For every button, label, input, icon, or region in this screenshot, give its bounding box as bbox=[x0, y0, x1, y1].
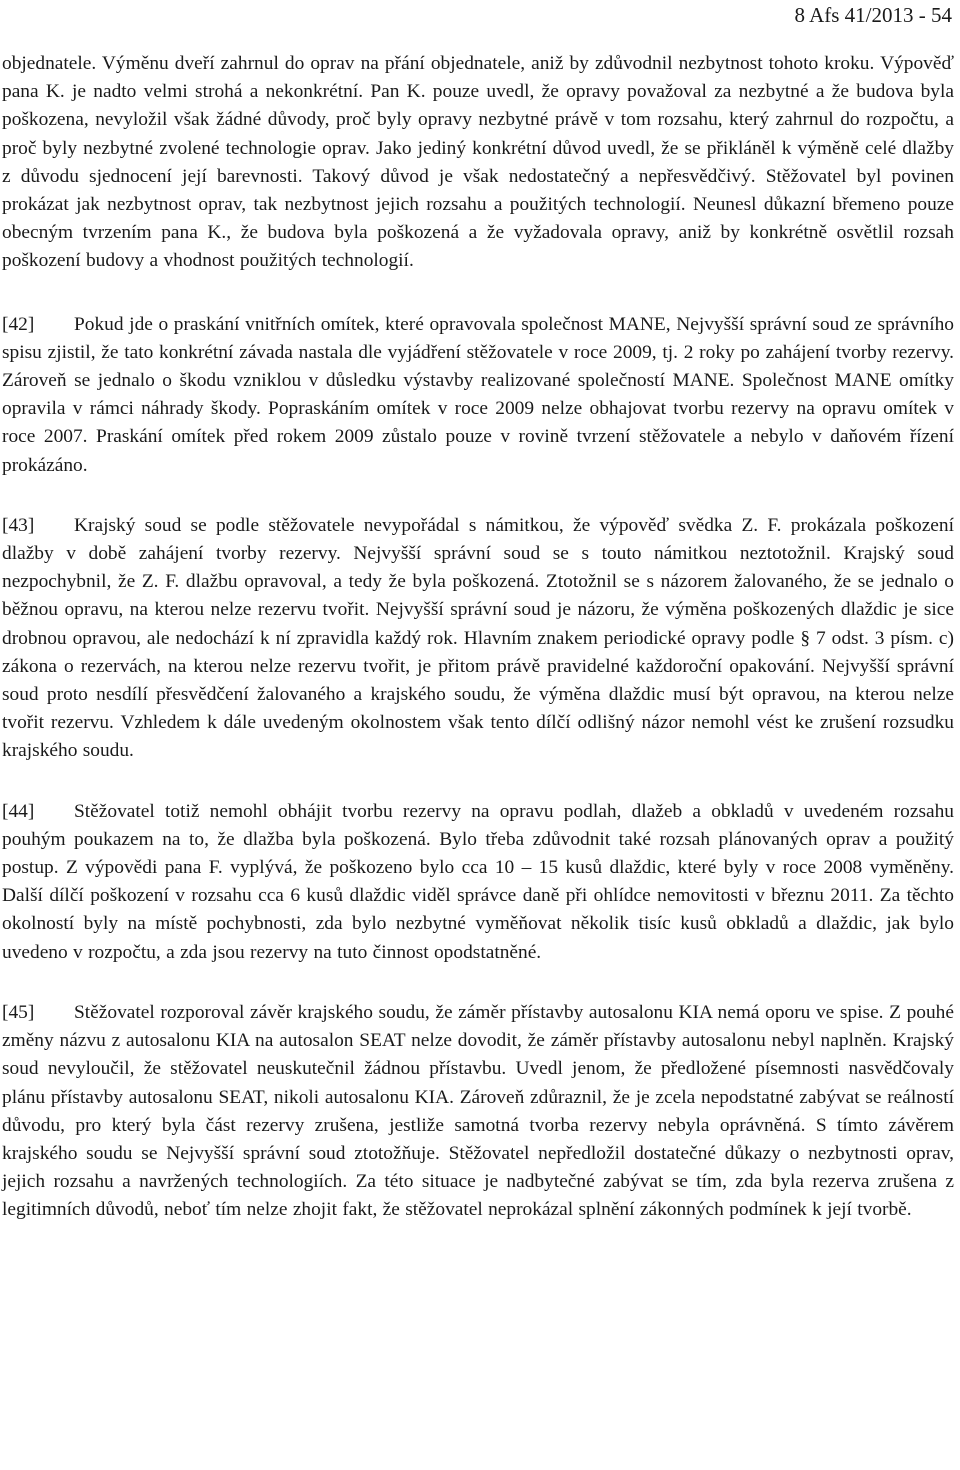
paragraph-text: Krajský soud se podle stěžovatele nevypořádal s námitkou, že výpověď svědka Z. F. prokázala poškození dlažby v době zahájení tvorby rezervy. Nejvyšší správní soud se s touto námitkou neztotožnil. Krajský soud nezpochybnil, že Z. F. dlažbu opravoval, a tedy že byla poškozená. Ztotožnil se s názorem žalovaného, že se jednalo o běžnou opravu, na kterou nelze rezervu tvořit. Nejvyšší správní soud je názoru, že výměna poškozených dlaždic je sice drobnou opravou, ale nedochází k ní zpravidla každý rok. Hlavním znakem periodické opravy podle § 7 odst. 3 písm. c) zákona o rezervách, na kterou nelze rezervu tvořit, je přitom právě pravidelné každoroční opakování. Nejvyšší správní soud proto nesdílí přesvědčení žalovaného a krajského soudu, že výměna dlaždic musí být opravou, na kterou nelze tvořit rezervu. Vzhledem k dále uvedeným okolnostem však tento dílčí odlišný názor nemohl vést ke zrušení rozsudku krajského soudu. bbox=[2, 514, 954, 762]
paragraph-text: Stěžovatel rozporoval závěr krajského soudu, že záměr přístavby autosalonu KIA nemá oporu ve spise. Z pouhé změny názvu z autosalonu KIA na autosalon SEAT nelze dovodit, že záměr přístavby autosalonu nebyl naplněn. Krajský soud nevyloučil, že stěžovatel neuskutečnil žádnou přístavbu. Uvedl jenom, že předložené písemnosti nasvědčovaly plánu přístavby autosalonu SEAT, nikoli autosalonu KIA. Zároveň zdůraznil, že je zcela nepodstatné zabývat se reálností důvodu, pro který byla část rezervy zrušena, jestliže samotná tvorba rezervy nebyla oprávněná. S tímto závěrem krajského soudu se Nejvyšší správní soud ztotožňuje. Stěžovatel nepředložil dostatečné důkazy o nezbytnosti oprav, jejich rozsahu a navržených technologiích. Za této situace je nadbytečné zabývat se tím, zda byla rezerva zrušena z legitimních důvodů, neboť tím nelze zhojit fakt, že stěžovatel neprokázal splnění zákonných podmínek k její tvorbě. bbox=[2, 1001, 954, 1221]
paragraph-text: objednatele. Výměnu dveří zahrnul do oprav na přání objednatele, aniž by zdůvodnil nezbytnost tohoto kroku. Výpověď pana K. je nadto velmi strohá a nekonkrétní. Pan K. pouze uvedl, že opravy považoval za nezbytné a že budova byla poškozena, nevyložil však žádné důvody, proč byly opravy nezbytné právě v tom rozsahu, který zahrnul do rozpočtu, a proč byly nezbytné zvolené technologie oprav. Jako jediný konkrétní důvod uvedl, že se přikláněl k výměně celé dlažby z důvodu sjednocení její barevnosti. Takový důvod je však nedostatečný a nepřesvědčivý. Stěžovatel byl povinen prokázat jak nezbytnost oprav, tak nezbytnost jejich rozsahu a použitých technologií. Neunesl důkazní břemeno pouze obecným tvrzením pana K., že budova byla poškozená a že vyžadovala opravy, aniž by konkrétně osvětlil rozsah poškození budovy a vhodnost použitých technologií. bbox=[2, 53, 954, 272]
paragraph-number: [45] bbox=[2, 1001, 35, 1023]
page-header bbox=[795, 2, 953, 28]
paragraph-45 bbox=[2, 999, 954, 1225]
paragraph-text: Pokud jde o praskání vnitřních omítek, které opravovala společnost MANE, Nejvyšší správní soud ze správního spisu zjistil, že tato konkrétní závada nastala dle vyjádření stěžovatele v roce 2009, tj. 2 roky po zahájení tvorby rezervy. Zároveň se jednalo o škodu vzniklou v důsledku výstavby realizované společností MANE. Společnost MANE omítky opravila v rámci náhrady škody. Popraskáním omítek v roce 2009 nelze obhajovat tvorbu rezervy na opravu omítek v roce 2007. Praskání omítek před rokem 2009 zůstalo pouze v rovině tvrzení stěžovatele a nebylo v daňovém řízení prokázáno. bbox=[2, 313, 954, 476]
paragraph-number: [43] bbox=[2, 514, 35, 536]
paragraph-text: Stěžovatel totiž nemohl obhájit tvorbu rezervy na opravu podlah, dlažeb a obkladů v uvedeném rozsahu pouhým poukazem na to, že dlažba byla poškozená. Bylo třeba zdůvodnit také rozsah plánovaných oprav a použitý postup. Z výpovědi pana F. vyplývá, že poškozeno bylo cca 10 – 15 kusů dlaždic, které byly v roce 2008 vyměněny. Další dílčí poškození v rozsahu cca 6 kusů dlaždic viděl správce daně při ohlídce nemovitosti v březnu 2011. Za těchto okolností byly na místě pochybnosti, zda bylo nezbytné vyměňovat několik tisíc kusů obkladů a dlaždic, jak bylo uvedeno v rozpočtu, a zda jsou rezervy na tuto činnost opodstatněné. bbox=[2, 800, 954, 963]
paragraph-44 bbox=[2, 798, 954, 967]
paragraph-42 bbox=[2, 311, 954, 480]
document-body bbox=[2, 50, 954, 1257]
paragraph-continuation bbox=[2, 50, 954, 276]
paragraph-43 bbox=[2, 512, 954, 766]
paragraph-number: [42] bbox=[2, 313, 35, 335]
paragraph-number: [44] bbox=[2, 800, 35, 822]
page-number-label: 8 Afs 41/2013 - 54 bbox=[794, 3, 952, 27]
